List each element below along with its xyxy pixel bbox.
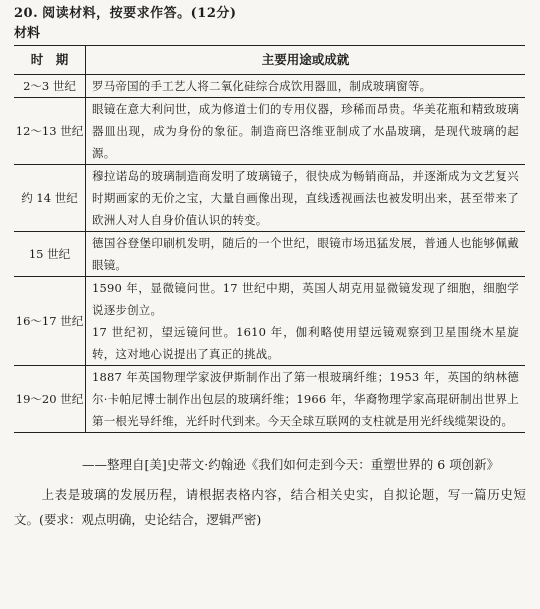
- row-text: 德国谷登堡印刷机发明，随后的一个世纪，眼镜市场迅猛发展，普通人也能够佩戴眼镜。: [92, 236, 519, 272]
- table-header-row: [14, 46, 525, 75]
- question-number: 20.: [14, 6, 39, 21]
- row-period: 约 14 世纪: [14, 165, 86, 232]
- table-row: [14, 75, 525, 98]
- table-row: [14, 366, 525, 433]
- row-text: 1590 年，显微镜问世。17 世纪中期，英国人胡克用显微镜发现了细胞，细胞学说逐步创立。: [92, 281, 519, 317]
- row-period: 2～3 世纪: [14, 75, 86, 98]
- row-content: [86, 75, 526, 98]
- table-row: [14, 232, 525, 277]
- row-content: [86, 98, 526, 165]
- table-row: [14, 98, 525, 165]
- table-row: [14, 277, 525, 366]
- row-period: 19～20 世纪: [14, 366, 86, 433]
- material-table: [14, 45, 525, 433]
- row-content: [86, 232, 526, 277]
- question-header: [14, 2, 237, 21]
- row-text: 1887 年英国物理学家波伊斯制作出了第一根玻璃纤维；1953 年，英国的纳林德尔·卡帕尼博士制作出包层的玻璃纤维；1966 年，华裔物理学家高琨研制出世界上第一根光导纤维，光纤时代到来。今天全球互联网的支柱就是用光纤线缆架设的。: [92, 370, 519, 428]
- row-text: 穆拉诺岛的玻璃制造商发明了玻璃镜子，很快成为畅销商品，并逐渐成为文艺复兴时期画家的无价之宝，大量自画像出现，直线透视画法也被发明出来，甚至带来了欧洲人对人自身价值认识的转变。: [92, 169, 519, 227]
- question-instruction: 上表是玻璃的发展历程，请根据表格内容，结合相关史实，自拟论题，写一篇历史短文。(要求：观点明确，史论结合，逻辑严密): [14, 487, 526, 527]
- row-period: 12～13 世纪: [14, 98, 86, 165]
- row-text: 眼镜在意大利问世，成为修道士们的专用仪器，珍稀而昂贵。华美花瓶和精致玻璃器皿出现，成为身份的象征。制造商巴洛维亚制成了水晶玻璃，是现代玻璃的起源。: [92, 102, 519, 160]
- row-text: 17 世纪初，望远镜问世。1610 年，伽利略使用望远镜观察到卫星围绕木星旋转，这对地心说提出了真正的挑战。: [92, 325, 519, 361]
- header-achievement: 主要用途或成就: [86, 46, 526, 75]
- row-period: 16～17 世纪: [14, 277, 86, 366]
- row-text: 罗马帝国的手工艺人将二氧化硅综合成饮用器皿，制成玻璃窗等。: [92, 79, 432, 93]
- row-content: [86, 366, 526, 433]
- row-content: [86, 277, 526, 366]
- material-label: 材料: [14, 26, 41, 41]
- question-title: 阅读材料，按要求作答。(12分): [42, 6, 237, 21]
- source-citation: ——整理自[美]史蒂文·约翰逊《我们如何走到今天：重塑世界的 6 项创新》: [82, 457, 500, 472]
- row-content: [86, 165, 526, 232]
- table-row: [14, 165, 525, 232]
- header-period: 时 期: [14, 46, 86, 75]
- row-period: 15 世纪: [14, 232, 86, 277]
